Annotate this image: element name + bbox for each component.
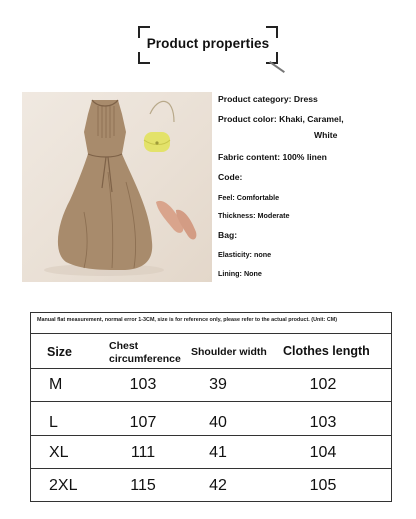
header-chest [109,340,181,366]
row-shoulder: 41 [209,444,227,461]
property-lining: Lining: None [218,269,262,278]
row-size: L [49,414,58,431]
property-elasticity: Elasticity: none [218,250,272,259]
header-chest-line2: circumference [109,353,181,365]
corner-bracket [138,52,150,64]
header-shoulder: Shoulder width [191,346,267,358]
row-chest: 103 [129,376,157,393]
table-divider [31,368,391,369]
row-length: 105 [309,477,337,494]
property-fabric: Fabric content: 100% linen [218,152,327,162]
property-bag: Bag: [218,230,238,240]
row-chest: 107 [129,414,157,431]
property-thickness: Thickness: Moderate [218,211,290,220]
table-divider [31,435,391,436]
row-chest: 111 [130,444,156,461]
header-chest-line1: Chest [109,340,139,352]
row-length: 103 [309,414,337,431]
product-photo [22,92,212,282]
row-length: 104 [309,444,337,461]
row-shoulder: 42 [209,477,227,494]
size-table [30,312,392,502]
row-chest: 115 [130,477,156,494]
row-size: 2XL [49,477,78,494]
property-feel: Feel: Comfortable [218,193,280,202]
row-shoulder: 40 [209,414,227,431]
property-color-continued: White [314,130,338,140]
header-size: Size [47,345,73,359]
property-code: Code: [218,172,243,182]
page-title: Product properties [146,36,270,51]
measurement-note: Manual flat measurement, normal error 1-3CM, size is for reference only, please refer to the actual product. (Unit: CM) [37,317,338,323]
row-size: XL [49,444,69,461]
header-length: Clothes length [283,344,370,358]
row-size: M [49,376,63,393]
table-divider [31,333,391,334]
table-divider [31,468,391,469]
table-divider [31,401,391,402]
row-length: 102 [309,376,337,393]
row-shoulder: 39 [209,376,227,393]
section-title-box [140,28,276,62]
dress-illustration [22,92,212,282]
property-color: Product color: Khaki, Caramel, [218,114,344,124]
property-category: Product category: Dress [218,94,318,104]
